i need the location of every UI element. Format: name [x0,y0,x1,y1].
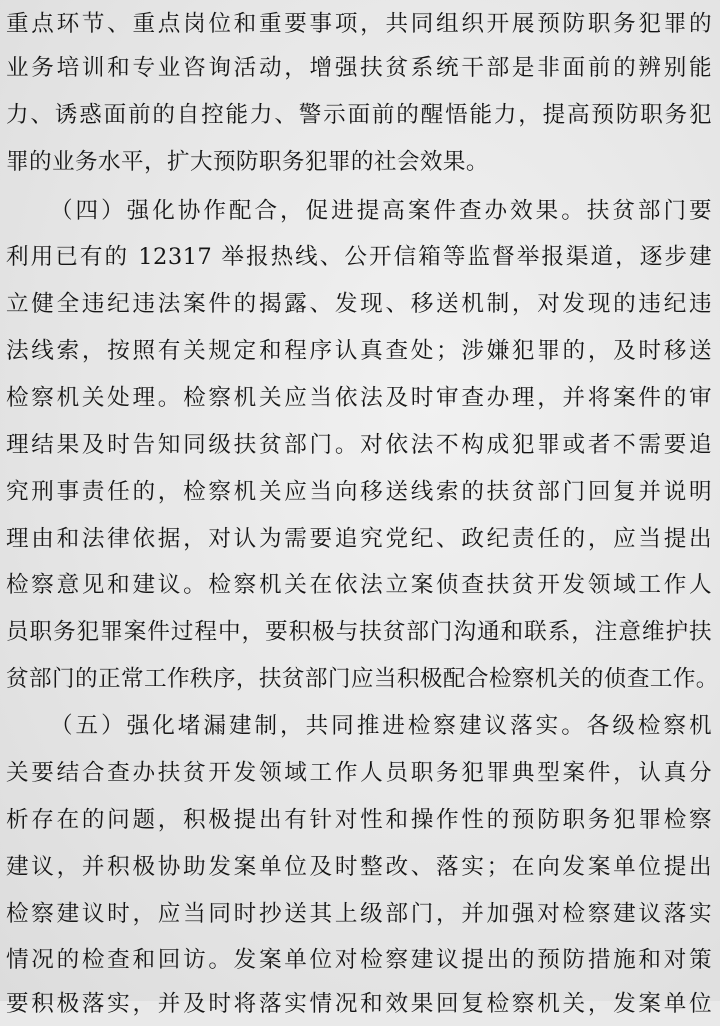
text-line: 析存在的问题，积极提出有针对性和操作性的预防职务犯罪检察 [6,807,712,833]
text-line: 重点环节、重点岗位和重要事项，共同组织开展预防职务犯罪的 [6,11,712,37]
text-line: 理由和法律依据，对认为需要追究党纪、政纪责任的，应当提出 [6,526,712,552]
text-line: 贫部门的正常工作秩序，扶贫部门应当积极配合检察机关的侦查工作。 [6,666,719,692]
text-line: 关要结合查办扶贫开发领域工作人员职务犯罪典型案件，认真分 [6,760,712,786]
text-line: 要积极落实，并及时将落实情况和效果回复检察机关，发案单位 [6,991,712,1017]
text-line: 检察建议时，应当同时抄送其上级部门，并加强对检察建议落实 [6,901,712,927]
text-line: 建议，并积极协助发案单位及时整改、落实；在向发案单位提出 [6,854,712,880]
text-line: 检察机关处理。检察机关应当依法及时审查办理，并将案件的审 [6,385,712,411]
text-line: 理结果及时告知同级扶贫部门。对依法不构成犯罪或者不需要追 [6,432,712,458]
text-line: 情况的检查和回访。发案单位对检察建议提出的预防措施和对策 [6,947,712,973]
text-line: 罪的业务水平，扩大预防职务犯罪的社会效果。 [6,149,489,175]
text-line: 业务培训和专业咨询活动，增强扶贫系统干部是非面前的辨别能 [6,55,712,81]
text-line: 立健全违纪违法案件的揭露、发现、移送机制，对发现的违纪违 [6,291,712,317]
text-line: 法线索，按照有关规定和程序认真查处；涉嫌犯罪的，及时移送 [6,338,712,364]
text-line: 利用已有的 12317 举报热线、公开信箱等监督举报渠道，逐步建 [6,244,712,270]
section-heading-line: （四）强化协作配合，促进提高案件查办效果。扶贫部门要 [50,198,712,224]
text-line: 检察意见和建议。检察机关在依法立案侦查扶贫开发领域工作人 [6,572,712,598]
text-line: 究刑事责任的，检察机关应当向移送线索的扶贫部门回复并说明 [6,479,712,505]
text-line: 力、诱惑面前的自控能力、警示面前的醒悟能力，提高预防职务犯 [6,102,712,128]
section-heading-line: （五）强化堵漏建制，共同推进检察建议落实。各级检察机 [50,713,712,739]
text-line: 员职务犯罪案件过程中，要积极与扶贫部门沟通和联系，注意维护扶 [6,619,712,645]
